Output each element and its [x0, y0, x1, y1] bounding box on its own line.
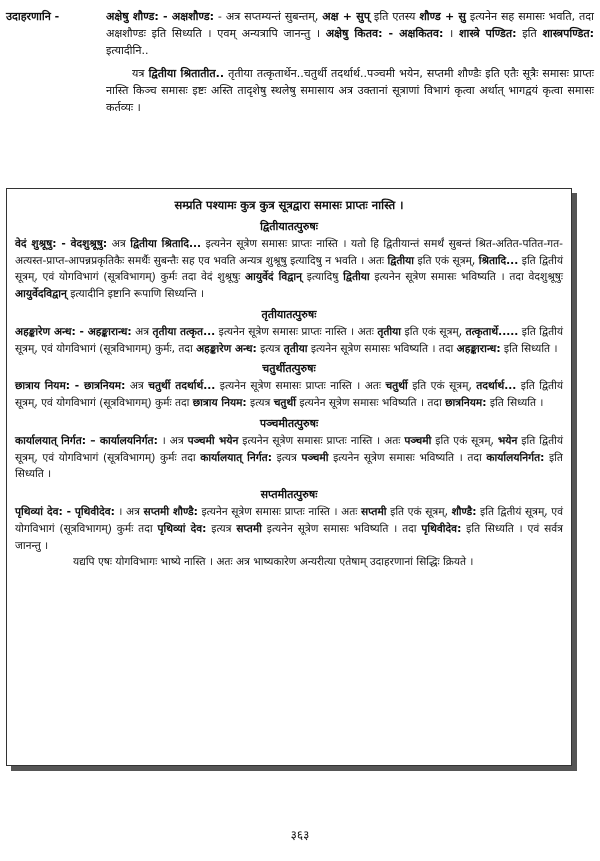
text-run: इत्यनेन सूत्रेण समासः प्राप्तः नास्ति । अतः [215, 380, 386, 393]
bold-term: पञ्चमी भयेन [187, 434, 239, 447]
bold-term: तृतीया [283, 342, 308, 355]
section-title-saptami: सप्तमीतत्पुरुषः [260, 488, 318, 502]
text-run: इत्यनेन सूत्रेण समासः प्राप्तः नास्ति । अतः [197, 506, 361, 519]
bold-term: श्रितादि... [478, 254, 519, 267]
bold-term: अक्षेषु शौण्ड: - अक्षशौण्ड: [106, 10, 214, 23]
text-run: इत्यनेन सूत्रेण समासः भविष्यति । तदा [295, 397, 446, 410]
text-run: यत्र [132, 67, 149, 81]
bold-term: छात्रनियम: [445, 397, 487, 410]
text-run: । अत्र [114, 506, 144, 519]
bold-term: भयेन [497, 434, 518, 447]
text-run: । अत्र [157, 434, 188, 447]
section-body-chaturthi [15, 378, 563, 411]
bold-term: छात्राय नियम: - छात्रनियम: [15, 380, 126, 393]
bold-term: अक्ष + सुप् [322, 10, 370, 23]
bold-term: पृथिवीदेव: [421, 522, 462, 535]
text-run: इत्यनेन सूत्रेण समासः भविष्यति । तदा [261, 522, 422, 535]
bold-term: सप्तमी [360, 506, 387, 519]
text-run: इति एकं सूत्रम्, [407, 380, 477, 393]
closing-note: यद्यपि एषः योगविभागः भाष्ये नास्ति । अतः अत्र भाष्यकारेण अन्यरीत्या एतेषाम् उदाहरणानां सिद्धिः क्रियते । [73, 556, 474, 569]
text-run: इत्यत्र [246, 397, 274, 410]
text-run: इत्यनेन सूत्रेण समासः प्राप्तः नास्ति । अतः [215, 325, 378, 338]
bold-term: आयुर्वेदविद्वान् [15, 288, 67, 301]
bold-term: चतुर्थी [385, 380, 408, 393]
bold-term: सप्तमी [236, 522, 262, 535]
bold-term: तृतीया तत्कृत... [152, 325, 216, 338]
section-title-chaturthi: चतुर्थीतत्पुरुषः [262, 362, 316, 376]
text-run: इति द्वितीयं सूत्रम्, एवं योगविभागं (सूत्रविभागम्) कुर्मः तदा [15, 506, 563, 535]
examples-section [6, 8, 594, 122]
bold-term: पञ्चमी [404, 434, 432, 447]
bold-term: चतुर्थी तदर्थार्थ... [148, 380, 216, 393]
bold-term: कार्यालयात् निर्गत: [200, 451, 272, 464]
text-run: इति एकं सूत्रम्, [401, 325, 466, 338]
bold-term: सप्तमी शौण्डै: [143, 506, 198, 519]
text-run: अत्र [107, 237, 131, 250]
example-paragraph-1 [106, 8, 594, 59]
bold-term: पृथिव्यां देव: [157, 522, 207, 535]
text-run: इति द्वितीयं सूत्रम्, एवं योगविभागं (सूत्रविभागम्) कुर्मः तदा [15, 434, 563, 464]
text-run: इति द्वितीयं सूत्रम्, एवं योगविभागं (सूत्रविभागम्) कुर्मः तदा [15, 380, 563, 410]
bold-term: द्वितीया [387, 254, 415, 267]
bold-term: आयुर्वेदं विद्वान् [245, 271, 302, 284]
text-run: इति एकं सूत्रम्, [431, 434, 498, 447]
bold-term: छात्राय नियम: [192, 397, 247, 410]
bold-term: द्वितीया श्रितादि... [130, 237, 202, 250]
bold-term: वेदं शुश्रूषु: - वेदशुश्रूषु: [15, 237, 108, 250]
bold-term: चतुर्थी [273, 397, 296, 410]
text-run: इत्यनेन सूत्रेण समासः प्राप्तः नास्ति । यतो हि द्वितीयान्तं समर्थं सुबन्तं श्रित-अतित-पतित-गत-अत्यस्त-प्राप्त-आपन्नप्रकृतिकैः समर्थैः सुबन्तैः सह एव भवति अन्यत्र शुश्रूषु इत्यादिषु न भवति । अतः [15, 237, 563, 267]
bold-term: कार्यालयनिर्गत: [486, 451, 545, 464]
text-run: अत्र [131, 325, 153, 338]
bold-term: पृथिव्यां देव: - पृथिवीदेव: [15, 506, 115, 519]
bold-term: शास्त्रपण्डित: [542, 27, 594, 41]
text-run: इत्यनेन सह समासः भवति, तदा अक्षशौण्डः इति सिध्यति । एवम् अन्यत्रापि जानन्तु । [106, 10, 594, 41]
box-heading: सम्प्रति पश्यामः कुत्र कुत्र सूत्रद्वारा समासः प्राप्तः नास्ति । [174, 198, 404, 212]
text-run: इत्यनेन सूत्रेण समासः भविष्यति । तदा [307, 342, 457, 355]
section-title-tritiya: तृतीयातत्पुरुषः [261, 307, 317, 321]
bold-term: द्वितीया [343, 271, 370, 284]
text-run: । [443, 27, 459, 41]
text-run: इति [516, 27, 543, 41]
examples-label: उदाहरणानि - [6, 10, 60, 23]
text-run: इत्यादीनि.. [106, 44, 149, 58]
bold-term: अहङ्कारान्ध: [456, 342, 501, 355]
text-run: इत्यनेन सूत्रेण समासः भविष्यति । तदा [328, 451, 487, 464]
explanation-box [6, 188, 572, 766]
page-number: ३६३ [290, 828, 310, 842]
bold-term: तृतीया [377, 325, 402, 338]
text-run: इत्यत्र [271, 451, 302, 464]
text-run: इति सिध्यति । [500, 342, 558, 355]
text-run: इति सिध्यति । एवं सर्वत्र जानन्तु । [15, 522, 563, 552]
text-run: इत्यत्र [256, 342, 284, 355]
bold-term: पञ्चमी [301, 451, 329, 464]
text-run: तृतीया तत्कृतार्थेन..चतुर्थी तदर्थार्थ..पञ्चमी भयेन, सप्तमी शौण्डैः इति एतैः सूत्रैः समासः प्राप्तः नास्ति किञ्च समासः इष्टः अस्ति तादृशेषु स्थलेषु समासाय अत्र उक्तानां सूत्राणां विभागं कृत्वा अर्थात् भागद्वयं कृत्वा समासः कर्तव्यः । [106, 67, 595, 115]
text-run: इति सिध्यति । [15, 451, 563, 481]
section-body-dvitiya [15, 236, 563, 303]
bold-term: अहङ्कारेण अन्ध: - अहङ्कारान्ध: [15, 325, 132, 338]
text-run: - अत्र सप्तम्यन्तं सुबन्तम्, [213, 10, 323, 23]
section-body-saptami [15, 504, 563, 554]
text-run: इत्यादिषु [301, 271, 344, 284]
section-body-panchami [15, 433, 563, 483]
bold-term: कार्यालयात् निर्गत: – कार्यालयनिर्गत: [15, 434, 158, 447]
bold-term: द्वितीया श्रितातीत.. [148, 67, 225, 81]
text-run: इत्यादीनि इष्टानि रूपाणि सिध्यन्ति । [66, 288, 205, 301]
text-run: इत्यनेन सूत्रेण समासः भविष्यति । तदा वेदशुश्रूषुः [369, 271, 563, 284]
bold-term: तदर्थार्थ... [476, 380, 517, 393]
bold-term: अक्षेषु कितव: - अक्षकितव: [325, 27, 444, 41]
text-run: इति एकं सूत्रम्, [386, 506, 452, 519]
section-title-dvitiya: द्वितीयातत्पुरुषः [260, 219, 318, 233]
text-run: इति एतस्य [369, 10, 420, 23]
bold-term: शास्त्रे पण्डित: [458, 27, 517, 41]
section-title-panchami: पञ्चमीतत्पुरुषः [259, 416, 319, 430]
text-run: इति एकं सूत्रम्, [414, 254, 479, 267]
bold-term: तत्कृतार्थे..... [465, 325, 519, 338]
text-run: अत्र [125, 380, 149, 393]
bold-term: अहङ्कारेण अन्ध: [196, 342, 257, 355]
text-run: इत्यत्र [206, 522, 237, 535]
section-body-tritiya [15, 324, 563, 357]
bold-term: शौण्ड + सु [419, 10, 466, 23]
bold-term: शौण्डै: [451, 506, 477, 519]
text-run: इति द्वितीयं सूत्रम्, एवं योगविभागं (सूत्रविभागम्) कुर्मः, तदा [15, 325, 563, 355]
text-run: इति सिध्यति । [486, 397, 544, 410]
example-paragraph-2 [106, 65, 594, 116]
examples-body [106, 8, 594, 116]
text-run: इति द्वितीयं सूत्रम्, एवं योगविभागं (सूत्रविभागम्) कुर्मः तदा वेदं शुश्रूषुः [15, 254, 563, 284]
text-run: इत्यनेन सूत्रेण समासः प्राप्तः नास्ति । अतः [238, 434, 405, 447]
